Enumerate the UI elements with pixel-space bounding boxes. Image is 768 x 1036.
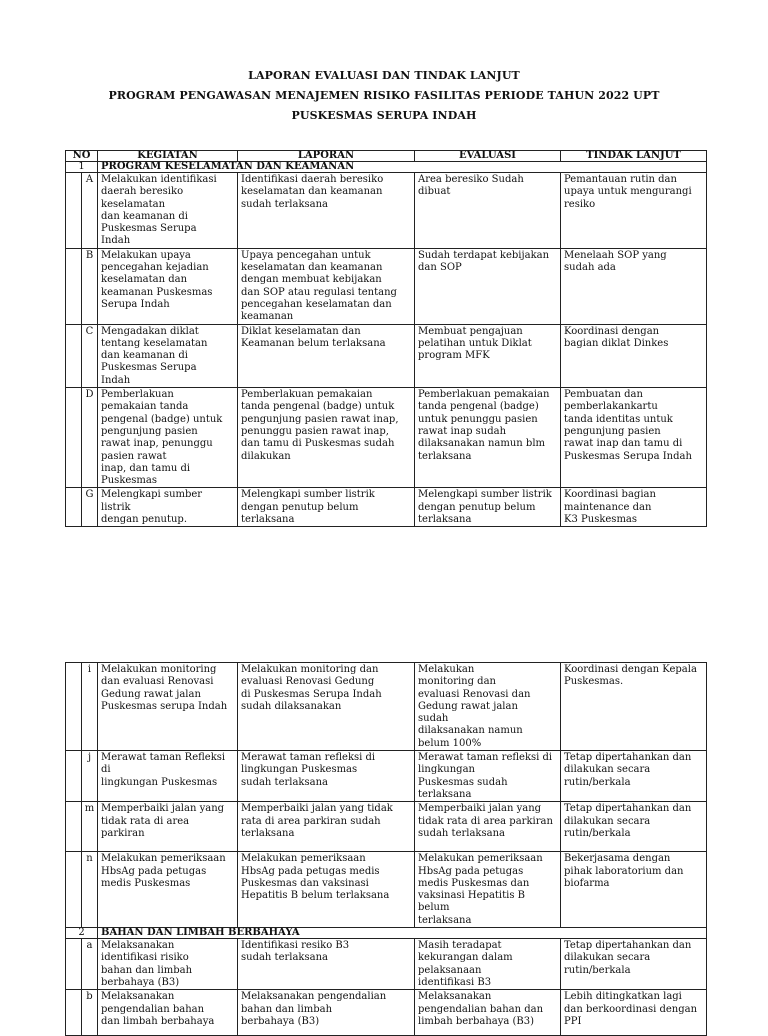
kegiatan-cell: Melakukan upaya pencegahan kejadian keselamatan dan keamanan Puskesmas Serupa Indah [98, 248, 238, 324]
kegiatan-cell: Melengkapi sumber listrik dengan penutup. [98, 488, 238, 527]
evaluation-table-1 [65, 150, 707, 527]
report-title-2: PROGRAM PENGAWASAN MENAJEMEN RISIKO FASILITAS PERIODE TAHUN 2022 UPT [108, 89, 660, 102]
table-row [66, 388, 707, 488]
header-tindak-lanjut: TINDAK LANJUT [561, 151, 707, 162]
section-number: 2 [66, 928, 98, 939]
table-row [66, 248, 707, 324]
tindak-lanjut-cell: Tetap dipertahankan dan dilakukan secara rutin/berkala [561, 939, 707, 990]
report-title-3: PUSKESMAS SERUPA INDAH [291, 109, 477, 122]
tindak-lanjut-cell: Koordinasi bagian maintenance dan K3 Puskesmas [561, 488, 707, 527]
tindak-lanjut-cell: Menelaah SOP yang sudah ada [561, 248, 707, 324]
kegiatan-cell: Merawat taman Refleksi di lingkungan Puskesmas [98, 751, 238, 802]
laporan-cell: Identifikasi resiko B3 sudah terlaksana [238, 939, 415, 990]
kegiatan-cell: Melaksanakan identifikasi risiko bahan dan limbah berbahaya (B3) [98, 939, 238, 990]
evaluasi-cell: Masih teradapat kekurangan dalam pelaksanaan identifikasi B3 [415, 939, 561, 990]
evaluasi-cell: Area beresiko Sudah dibuat [415, 173, 561, 249]
evaluasi-cell: Melakukan pemeriksaan HbsAg pada petugas medis Puskesmas dan vaksinasi Hepatitis B belum terlaksana [415, 852, 561, 928]
header-kegiatan: KEGIATAN [98, 151, 238, 162]
evaluasi-cell: Melaksanakan pengendalian bahan dan limbah berbahaya (B3) [415, 990, 561, 1036]
section-number: 1 [66, 162, 98, 173]
evaluasi-cell: Melengkapi sumber listrik dengan penutup belum terlaksana [415, 488, 561, 527]
row-letter: A [82, 173, 98, 249]
row-number [66, 388, 82, 488]
section-title: BAHAN DAN LIMBAH BERBAHAYA [98, 928, 707, 939]
tindak-lanjut-cell: Pembuatan dan pemberlakankartu tanda identitas untuk pengunjung pasien rawat inap dan tamu di Puskesmas Serupa Indah [561, 388, 707, 488]
row-letter: j [82, 751, 98, 802]
kegiatan-cell: Mengadakan diklat tentang keselamatan dan keamanan di Puskesmas Serupa Indah [98, 324, 238, 387]
row-letter: n [82, 852, 98, 928]
laporan-cell: Memperbaiki jalan yang tidak rata di area parkiran sudah terlaksana [238, 802, 415, 852]
laporan-cell: Upaya pencegahan untuk keselamatan dan keamanan dengan membuat kebijakan dan SOP atau regulasi tentang pencegahan keselamatan dan keamanan [238, 248, 415, 324]
header-laporan: LAPORAN [238, 151, 415, 162]
row-letter: B [82, 248, 98, 324]
tindak-lanjut-cell: Koordinasi dengan Kepala Puskesmas. [561, 663, 707, 751]
table-row [66, 852, 707, 928]
row-letter: D [82, 388, 98, 488]
table-header-row [66, 151, 707, 162]
tindak-lanjut-cell: Tetap dipertahankan dan dilakukan secara rutin/berkala [561, 802, 707, 852]
laporan-cell: Merawat taman refleksi di lingkungan Puskesmas sudah terlaksana [238, 751, 415, 802]
row-number [66, 990, 82, 1036]
laporan-cell: Melaksanakan pengendalian bahan dan limbah berbahaya (B3) [238, 990, 415, 1036]
tindak-lanjut-cell: Pemantauan rutin dan upaya untuk mengurangi resiko [561, 173, 707, 249]
row-letter: i [82, 663, 98, 751]
section-title: PROGRAM KESELAMATAN DAN KEAMANAN [98, 162, 707, 173]
tindak-lanjut-cell: Tetap dipertahankan dan dilakukan secara rutin/berkala [561, 751, 707, 802]
table-row [66, 751, 707, 802]
table-row [66, 939, 707, 990]
kegiatan-cell: Melaksanakan pengendalian bahan dan limbah berbahaya [98, 990, 238, 1036]
row-number [66, 324, 82, 387]
row-number [66, 248, 82, 324]
row-number [66, 802, 82, 852]
kegiatan-cell: Melakukan identifikasi daerah beresiko keselamatan dan keamanan di Puskesmas Serupa Indah [98, 173, 238, 249]
row-number [66, 488, 82, 527]
row-letter: a [82, 939, 98, 990]
row-letter: C [82, 324, 98, 387]
table-row [66, 990, 707, 1036]
row-number [66, 663, 82, 751]
header-no: NO [66, 151, 98, 162]
row-letter: b [82, 990, 98, 1036]
kegiatan-cell: Melakukan monitoring dan evaluasi Renovasi Gedung rawat jalan Puskesmas serupa Indah [98, 663, 238, 751]
evaluasi-cell: Membuat pengajuan pelatihan untuk Diklat program MFK [415, 324, 561, 387]
tindak-lanjut-cell: Lebih ditingkatkan lagi dan berkoordinasi dengan PPI [561, 990, 707, 1036]
evaluation-table-2 [65, 662, 707, 1036]
evaluasi-cell: Merawat taman refleksi di lingkungan Puskesmas sudah terlaksana [415, 751, 561, 802]
report-titles [0, 66, 768, 126]
kegiatan-cell: Melakukan pemeriksaan HbsAg pada petugas medis Puskesmas [98, 852, 238, 928]
kegiatan-cell: Pemberlakuan pemakaian tanda pengenal (badge) untuk pengunjung pasien rawat inap, penunggu pasien rawat inap, dan tamu di Puskesmas [98, 388, 238, 488]
evaluasi-cell: Melakukan monitoring dan evaluasi Renovasi dan Gedung rawat jalan sudah dilaksanakan namun belum 100% [415, 663, 561, 751]
row-letter: m [82, 802, 98, 852]
laporan-cell: Melakukan pemeriksaan HbsAg pada petugas medis Puskesmas dan vaksinasi Hepatitis B belum terlaksana [238, 852, 415, 928]
evaluasi-cell: Pemberlakuan pemakaian tanda pengenal (badge) untuk penunggu pasien rawat inap sudah dilaksanakan namun blm terlaksana [415, 388, 561, 488]
row-number [66, 852, 82, 928]
table-row [66, 324, 707, 387]
laporan-cell: Melengkapi sumber listrik dengan penutup belum terlaksana [238, 488, 415, 527]
header-evaluasi: EVALUASI [415, 151, 561, 162]
tindak-lanjut-cell: Bekerjasama dengan pihak laboratorium dan biofarma [561, 852, 707, 928]
evaluasi-cell: Memperbaiki jalan yang tidak rata di area parkiran sudah terlaksana [415, 802, 561, 852]
table-row [66, 663, 707, 751]
table-row [66, 488, 707, 527]
evaluasi-cell: Sudah terdapat kebijakan dan SOP [415, 248, 561, 324]
section-row [66, 162, 707, 173]
laporan-cell: Diklat keselamatan dan Keamanan belum terlaksana [238, 324, 415, 387]
kegiatan-cell: Memperbaiki jalan yang tidak rata di area parkiran [98, 802, 238, 852]
laporan-cell: Pemberlakuan pemakaian tanda pengenal (badge) untuk pengunjung pasien rawat inap, penunggu pasien rawat inap, dan tamu di Puskesmas sudah dilakukan [238, 388, 415, 488]
row-number [66, 939, 82, 990]
section-row [66, 928, 707, 939]
laporan-cell: Melakukan monitoring dan evaluasi Renovasi Gedung di Puskesmas Serupa Indah sudah dilaksanakan [238, 663, 415, 751]
laporan-cell: Identifikasi daerah beresiko keselamatan dan keamanan sudah terlaksana [238, 173, 415, 249]
tindak-lanjut-cell: Koordinasi dengan bagian diklat Dinkes [561, 324, 707, 387]
row-number [66, 173, 82, 249]
row-number [66, 751, 82, 802]
row-letter: G [82, 488, 98, 527]
table-row [66, 802, 707, 852]
report-title-1: LAPORAN EVALUASI DAN TINDAK LANJUT [248, 69, 520, 82]
table-row [66, 173, 707, 249]
